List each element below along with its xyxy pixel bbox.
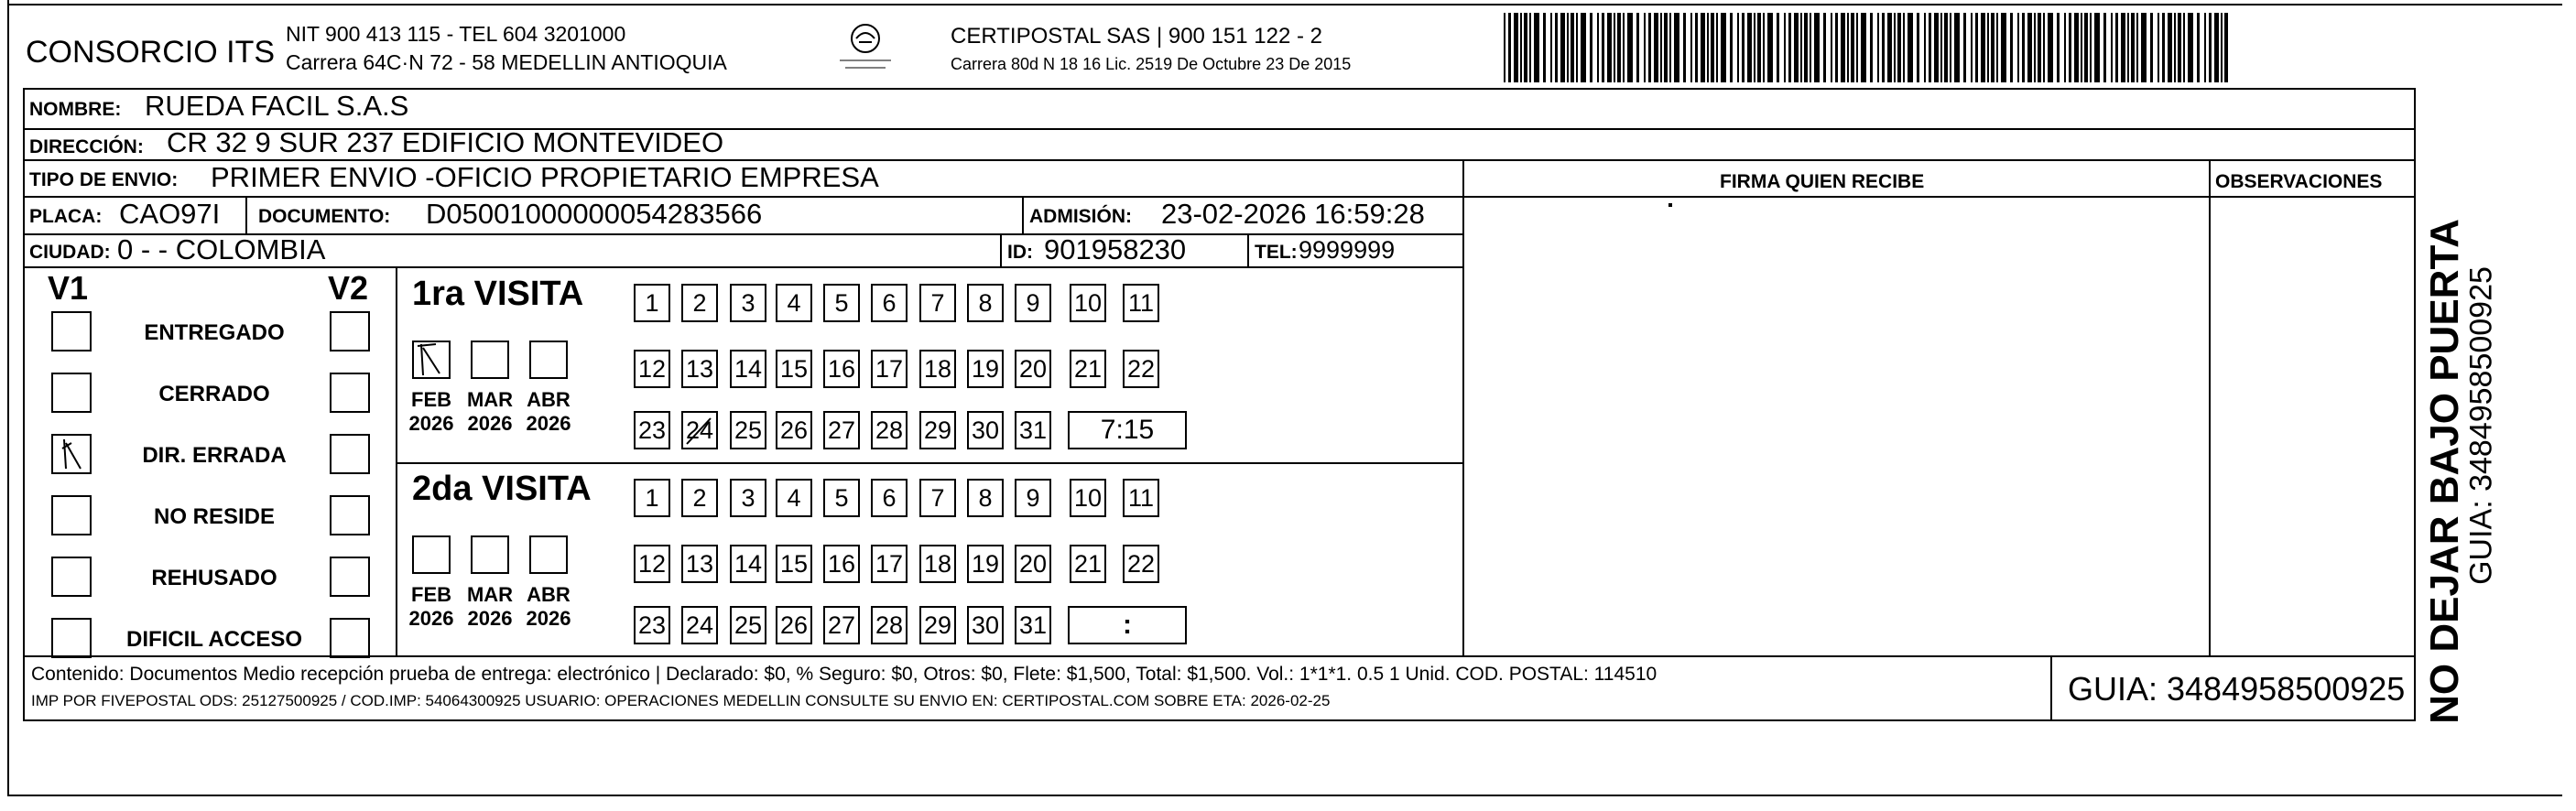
status-label: CERRADO — [158, 382, 270, 406]
month-checkbox[interactable] — [471, 535, 509, 574]
day-box[interactable]: 14 — [730, 350, 766, 388]
barcode — [1504, 13, 2232, 82]
day-box[interactable]: 16 — [823, 545, 860, 583]
day-box[interactable]: 22 — [1123, 545, 1159, 583]
direccion-value: CR 32 9 SUR 237 EDIFICIO MONTEVIDEO — [167, 126, 724, 158]
status-label: REHUSADO — [151, 566, 277, 590]
day-box[interactable]: 4 — [776, 284, 812, 322]
company-name: CONSORCIO ITS — [26, 35, 276, 70]
v1-checkbox[interactable] — [51, 495, 92, 535]
day-box[interactable]: 1 — [634, 479, 670, 517]
day-box[interactable]: 13 — [681, 545, 718, 583]
month-checkbox[interactable] — [529, 535, 568, 574]
visit-title: 1ra VISITA — [412, 275, 584, 313]
day-box[interactable]: 6 — [871, 284, 908, 322]
time-box[interactable]: 7:15 — [1068, 411, 1187, 449]
placa-label: PLACA: — [29, 206, 103, 227]
visit-title: 2da VISITA — [412, 470, 592, 508]
cell-divider — [1247, 233, 1249, 266]
cell-divider — [1000, 233, 1002, 266]
day-box[interactable]: 27 — [823, 606, 860, 644]
day-box[interactable]: 30 — [967, 606, 1004, 644]
day-box[interactable]: 25 — [730, 411, 766, 449]
day-box[interactable]: 25 — [730, 606, 766, 644]
observaciones-divider — [2209, 159, 2211, 655]
day-box[interactable]: 14 — [730, 545, 766, 583]
month-checkbox[interactable] — [412, 535, 451, 574]
day-box[interactable]: 18 — [919, 350, 956, 388]
footer-right-border — [2414, 655, 2416, 719]
day-box[interactable]: 26 — [776, 606, 812, 644]
day-box[interactable]: 27 — [823, 411, 860, 449]
day-box[interactable]: 31 — [1015, 606, 1051, 644]
day-box[interactable]: 24 — [681, 606, 718, 644]
day-box[interactable]: 13 — [681, 350, 718, 388]
day-box[interactable]: 7 — [919, 284, 956, 322]
status-panel-divider — [396, 266, 397, 655]
day-box[interactable]: 20 — [1015, 350, 1051, 388]
day-box[interactable]: 3 — [730, 284, 766, 322]
v1-checkbox[interactable] — [51, 618, 92, 658]
day-box[interactable]: 18 — [919, 545, 956, 583]
form-right-border — [2414, 88, 2416, 655]
outer-top-border — [7, 4, 2562, 5]
v1-label: V1 — [48, 269, 89, 307]
signature-dot — [1668, 203, 1672, 207]
month-label: ABR 2026 — [526, 388, 571, 435]
carrier-line2: Carrera 80d N 18 16 Lic. 2519 De Octubre 23 De 2015 — [951, 55, 1352, 73]
day-box[interactable]: 28 — [871, 606, 908, 644]
ciudad-label: CIUDAD: — [29, 242, 111, 263]
status-label: ENTREGADO — [144, 320, 285, 345]
admision-value: 23-02-2026 16:59:28 — [1161, 198, 1425, 230]
side-guia: GUIA: 3484958500925 — [2463, 266, 2499, 585]
month-checkbox[interactable] — [529, 341, 568, 379]
v2-label: V2 — [328, 269, 369, 307]
outer-left-border — [7, 0, 9, 796]
v2-checkbox[interactable] — [330, 311, 370, 351]
id-value: 901958230 — [1044, 233, 1187, 265]
day-box[interactable]: 12 — [634, 350, 670, 388]
v1-checkbox[interactable] — [51, 434, 92, 474]
signature-header-line — [1462, 196, 2416, 198]
nombre-value: RUEDA FACIL S.A.S — [145, 90, 409, 122]
day-box[interactable]: 15 — [776, 350, 812, 388]
day-box[interactable]: 9 — [1015, 284, 1051, 322]
company-line1: NIT 900 413 115 - TEL 604 3201000 — [286, 22, 626, 46]
v2-checkbox[interactable] — [330, 495, 370, 535]
day-box[interactable]: 17 — [871, 350, 908, 388]
v2-checkbox[interactable] — [330, 373, 370, 413]
month-checkbox[interactable] — [412, 341, 451, 379]
firma-label: FIRMA QUIEN RECIBE — [1720, 171, 1925, 192]
footer-line2: IMP POR FIVEPOSTAL ODS: 25127500925 / COD.IMP: 54064300925 USUARIO: OPERACIONES MEDELLIN CONSULTE SU ENVIO EN: CERTIPOSTAL.COM SOBRE ETA: 2026-02-25 — [31, 692, 1331, 709]
day-box[interactable]: 26 — [776, 411, 812, 449]
v1-checkbox[interactable] — [51, 557, 92, 597]
status-label: DIFICIL ACCESO — [125, 627, 302, 652]
direccion-label: DIRECCIÓN: — [29, 136, 144, 157]
status-label: NO RESIDE — [153, 504, 276, 529]
month-label: FEB 2026 — [408, 583, 454, 630]
day-box[interactable]: 12 — [634, 545, 670, 583]
day-box[interactable]: 19 — [967, 545, 1004, 583]
month-label: MAR 2026 — [466, 583, 514, 630]
v1-checkbox[interactable] — [51, 311, 92, 351]
status-label: DIR. ERRADA — [142, 443, 287, 468]
carrier-line1: CERTIPOSTAL SAS | 900 151 122 - 2 — [951, 24, 1322, 49]
footer-guia: GUIA: 3484958500925 — [2068, 670, 2406, 708]
day-box[interactable]: 21 — [1070, 350, 1106, 388]
month-label: FEB 2026 — [408, 388, 454, 435]
company-line2: Carrera 64C·N 72 - 58 MEDELLIN ANTIOQUIA — [286, 50, 727, 74]
placa-value: CAO97I — [119, 198, 221, 230]
day-box[interactable]: 6 — [871, 479, 908, 517]
day-box[interactable]: 15 — [776, 545, 812, 583]
day-box[interactable]: 5 — [823, 479, 860, 517]
day-box[interactable]: 31 — [1015, 411, 1051, 449]
form-left-border — [23, 88, 25, 655]
day-box[interactable]: 23 — [634, 606, 670, 644]
signature-divider — [1462, 159, 1464, 655]
day-box[interactable]: 2 — [681, 284, 718, 322]
day-box[interactable]: 2 — [681, 479, 718, 517]
v2-checkbox[interactable] — [330, 557, 370, 597]
certipostal-logo — [829, 20, 902, 73]
day-box[interactable]: 16 — [823, 350, 860, 388]
day-box[interactable]: 7 — [919, 479, 956, 517]
day-box[interactable]: 3 — [730, 479, 766, 517]
day-box[interactable]: 19 — [967, 350, 1004, 388]
v1-checkbox[interactable] — [51, 373, 92, 413]
time-box[interactable]: : — [1068, 606, 1187, 644]
day-box[interactable]: 29 — [919, 411, 956, 449]
day-box[interactable]: 30 — [967, 411, 1004, 449]
v2-checkbox[interactable] — [330, 618, 370, 658]
day-box[interactable]: 10 — [1070, 479, 1106, 517]
day-box[interactable]: 21 — [1070, 545, 1106, 583]
month-checkbox[interactable] — [471, 341, 509, 379]
day-box[interactable]: 5 — [823, 284, 860, 322]
tel-value: 9999999 — [1299, 236, 1396, 264]
footer-guia-divider — [2050, 655, 2052, 719]
day-box[interactable]: 9 — [1015, 479, 1051, 517]
tel-label: TEL: — [1255, 242, 1298, 263]
day-box[interactable]: 28 — [871, 411, 908, 449]
ciudad-value: 0 - - COLOMBIA — [117, 233, 326, 265]
day-box[interactable]: 10 — [1070, 284, 1106, 322]
day-box[interactable]: 4 — [776, 479, 812, 517]
footer-top-line — [23, 655, 2416, 657]
cell-divider — [1022, 196, 1024, 233]
day-box[interactable]: 29 — [919, 606, 956, 644]
day-box[interactable]: 8 — [967, 284, 1004, 322]
tipo-value: PRIMER ENVIO -OFICIO PROPIETARIO EMPRESA — [211, 161, 879, 193]
day-box[interactable]: 20 — [1015, 545, 1051, 583]
day-box[interactable]: 11 — [1123, 479, 1159, 517]
v2-checkbox[interactable] — [330, 434, 370, 474]
id-label: ID: — [1007, 242, 1033, 263]
documento-label: DOCUMENTO: — [258, 206, 391, 227]
tipo-label: TIPO DE ENVIO: — [29, 169, 179, 190]
row-line — [23, 266, 1464, 268]
day-box[interactable]: 1 — [634, 284, 670, 322]
documento-value: D05001000000054283566 — [426, 198, 763, 230]
day-box[interactable]: 11 — [1123, 284, 1159, 322]
footer-bottom-line — [23, 719, 2416, 721]
admision-label: ADMISIÓN: — [1029, 206, 1132, 227]
cell-divider — [245, 196, 247, 233]
month-label: ABR 2026 — [526, 583, 571, 630]
day-box[interactable]: 22 — [1123, 350, 1159, 388]
visit-divider — [396, 462, 1464, 464]
day-box[interactable]: 8 — [967, 479, 1004, 517]
outer-bottom-border — [7, 795, 2562, 796]
day-box[interactable]: 23 — [634, 411, 670, 449]
month-label: MAR 2026 — [466, 388, 514, 435]
footer-line1: Contenido: Documentos Medio recepción prueba de entrega: electrónico | Declarado: $0, % Seguro: $0, Otros: $0, Flete: $1,500, Total: $1,500. Vol.: 1*1*1. 0.5 1 Unid. COD. POSTAL: 114510 — [31, 664, 1658, 685]
observaciones-label: OBSERVACIONES — [2215, 171, 2383, 192]
footer-left-border — [23, 655, 25, 719]
day-box[interactable]: 24 — [681, 411, 718, 449]
side-warning: NO DEJAR BAJO PUERTA — [2422, 219, 2467, 724]
nombre-label: NOMBRE: — [29, 99, 122, 120]
day-box[interactable]: 17 — [871, 545, 908, 583]
